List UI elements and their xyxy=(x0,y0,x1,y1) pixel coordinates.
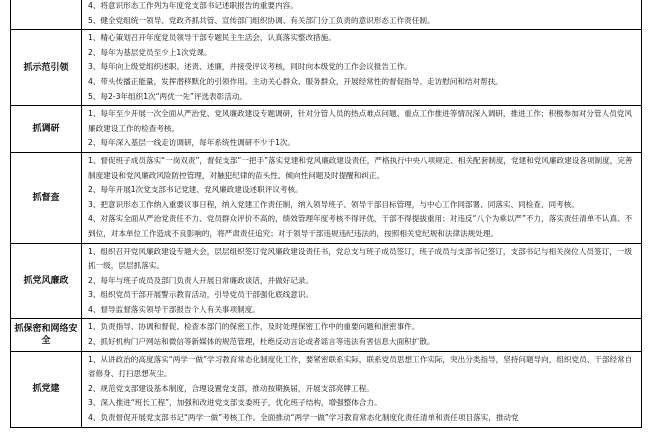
list-item: 3、每年向上级党组织述职、述责、述廉，并接受评议考核，同时向本级党的工作会议报告工作。 xyxy=(88,62,412,72)
list-item: 4、对落实全面从严治党责任不力、党员群众评价不高的，绩效管理年度考核不得评优，干部不得提拔重用；对违反“八个为乘以严”不力，落实责任清单不认真、不到位，对本单位工作造成不良影响的，将严肃责任追究；对于领导干部违规违纪违法的，按照相关党纪规和法律法规处理。 xyxy=(88,214,633,238)
category-cell: 抓示范引领 xyxy=(11,30,82,106)
list-item: 2、每年与班子成员及部门负责人开展日常廉政谈话，并做好记录。 xyxy=(88,275,314,285)
category-cell: 抓保密和网络安全 xyxy=(11,319,82,351)
list-item: 2、抓好机构门户网站和微信等新媒体的规范管理，杜绝反动言论或者谣言等违法有害信息大面积扩散。 xyxy=(88,337,435,347)
list-item: 2、每年深入基层一线走访调研，每年系统性调研不少于1次。 xyxy=(88,138,296,148)
table-row xyxy=(11,0,642,30)
responsibility-table xyxy=(10,0,642,428)
items-cell xyxy=(82,106,642,153)
table-row xyxy=(11,243,642,319)
list-item: 1、从讲政治的高度落实“两学一做”学习教育常态化制度化工作，要紧密联系实际，联系党员思想工作实际，突出分类指导，坚持问题导向，组织党员、干部经常自省修身、打扫思想灰尘。 xyxy=(88,354,633,379)
list-item: 1、负责指导、协调和督促、检查本部门的保密工作，及时处理保密工作中的重要问题和泄密事件。 xyxy=(88,322,420,332)
items-cell xyxy=(82,243,642,319)
list-item: 4、督导监督落实领导干部报告个人有关事项制度。 xyxy=(88,304,260,314)
category-cell: 抓党风廉政 xyxy=(11,243,82,319)
list-item: 1、组织召开党风廉政建设专题大会，层层组织签订党风廉政建设责任书，党总支与班子成员签订，班子成员与支部书记签订，支部书记与相关岗位人员签订，一级抓一级，层层抓落实。 xyxy=(88,246,632,271)
category-cell xyxy=(11,0,82,30)
list-item: 4、负责督促开展党支部书记“两学一做”考核工作。全面推动“两学一做”学习教育常态化制度化责任清单和责任项目落实，推动党 xyxy=(88,413,519,423)
list-item: 1、精心策划召开年度党员领导干部专题民主生活会，认真落实整改措施。 xyxy=(88,33,336,43)
list-item: 2、规范党支部建设基本制度，合理设置党支部，推动按期换届，开展支部亮牌工程。 xyxy=(88,383,374,393)
list-item: 4、将意识形态工作列为年度党支部书记述职报告的重要内容。 xyxy=(88,1,298,10)
list-item: 2、每年开展1次党支部书记党建、党风廉政建设述职评议考核。 xyxy=(88,185,303,195)
list-item: 3、深入推进“班长工程”，加强和改进党支部支委班子，优化班子结构，增强整体合力。 xyxy=(88,398,382,408)
list-item: 4、带头传播正能量，发挥潜移默化的引领作用。主动关心群众、服务群众，开展经常性的督促指导、走访慰问和结对帮扶。 xyxy=(88,76,503,86)
list-item: 1、每年至少开展一次全面从严治党、党风廉政建设专题调研，针对分管人员的热点难点问题、重点工作推进等情况深入调研，推进工作；积极参加对分管人员党风廉政建设工作的检查考核。 xyxy=(88,109,632,133)
category-cell: 抓督查 xyxy=(11,152,82,243)
list-item: 1、督促班子成员落实“一岗双责”，督促支部“一把手”落实党建和党风廉政建设责任，严格执行中央八项规定、相关配套制度，党建和党风廉政建设各项制度，完善制度建设和党风廉政风险防控管理，对触犯纪律的苗头性、倾向性问题及时提醒和纠正。 xyxy=(88,155,633,180)
table-row xyxy=(11,30,642,106)
list-item: 5、每2-3年组织1次“两优一先”评选表彰活动。 xyxy=(88,91,248,101)
category-cell: 抓调研 xyxy=(11,106,82,153)
items-cell xyxy=(82,30,642,106)
items-cell xyxy=(82,152,642,243)
list-item: 3、组织党员干部开展警示教育活动，引导党员干部强化底线意识。 xyxy=(88,290,314,300)
table-row xyxy=(11,319,642,351)
list-item: 5、健全党组统一领导、党政齐抓共管、宣传部门组织协调、有关部门分工负责的意识形态工作责任制。 xyxy=(88,15,435,25)
items-cell xyxy=(82,351,642,427)
table-row xyxy=(11,351,642,427)
table-row xyxy=(11,152,642,243)
items-cell xyxy=(82,319,642,351)
list-item: 3、把意识形态工作纳入重要议事日程，纳入党建工作责任制，纳入领导班子、领导干部目标管理，与中心工作同部署、同落实、同检查、同考核。 xyxy=(88,199,579,209)
list-item: 2、每年为基层党员至少上1次党课。 xyxy=(88,47,212,57)
category-cell: 抓党建 xyxy=(11,351,82,427)
items-cell xyxy=(82,0,642,30)
table-row xyxy=(11,106,642,153)
